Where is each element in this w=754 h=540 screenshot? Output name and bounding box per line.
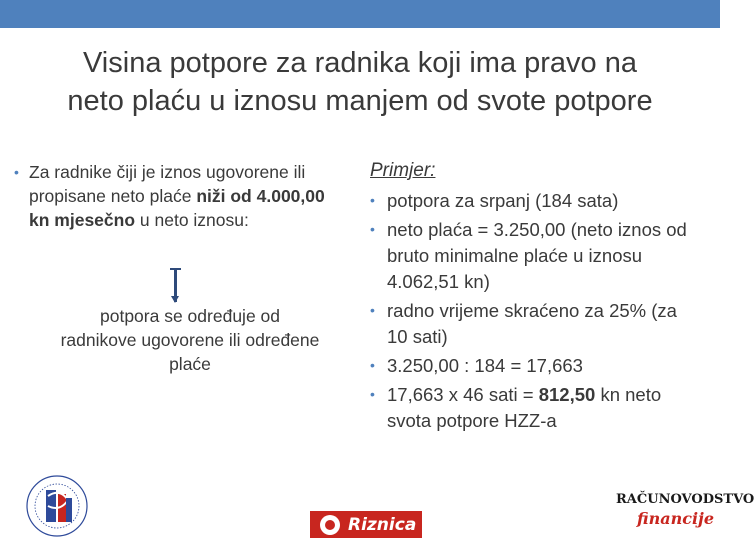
bullet-icon: •: [370, 192, 375, 208]
bullet-icon: •: [370, 302, 375, 318]
example-item: [370, 217, 700, 295]
example-heading: Primjer:: [370, 160, 436, 181]
result-calc-post: kn neto svota potpore HZZ-a: [387, 384, 662, 431]
result-text: potpora se određuje od radnikove ugovorene ili određene plaće: [60, 306, 320, 374]
riznica-emblem-icon: [320, 515, 340, 535]
example-item-text: neto plaća = 3.250,00 (neto iznos od bruto minimalne plaće u iznosu 4.062,51 kn): [387, 219, 687, 292]
financije-logo-text: financije: [636, 509, 714, 528]
top-bar: [0, 0, 720, 28]
riznica-logo: [310, 511, 422, 538]
example-item: [370, 298, 700, 350]
bullet-icon: •: [14, 164, 19, 180]
association-logo: [8, 466, 106, 540]
result-calc-pre: 17,663 x 46 sati =: [387, 384, 539, 405]
example-item-result: [370, 382, 700, 434]
bullet-icon: •: [370, 357, 375, 373]
bullet-icon: •: [370, 221, 375, 237]
example-item: [370, 188, 700, 214]
example-column: [370, 158, 700, 437]
racunovodstvo-logo: [616, 492, 754, 536]
title-line-2: neto plaću u iznosu manjem od svote potpore: [67, 85, 653, 117]
example-item-text: [387, 382, 700, 434]
example-item-text: 3.250,00 : 184 = 17,663: [387, 355, 583, 376]
example-item-text: potpora za srpanj (184 sata): [387, 190, 619, 211]
example-item-text: radno vrijeme skraćeno za 25% (za 10 sati): [387, 300, 677, 347]
condition-text-bold: niži od 4.000,00 kn mjesečno: [29, 186, 325, 230]
example-item: [370, 353, 700, 379]
bullet-icon: •: [370, 386, 375, 402]
condition-text-post: u neto iznosu:: [135, 210, 249, 230]
left-column: [14, 160, 344, 232]
slide-title: [20, 44, 700, 120]
condition-text-pre: Za radnike čiji je iznos ugovorene ili propisane neto plaće: [29, 162, 306, 206]
condition-bullet: [14, 160, 344, 232]
title-line-1: Visina potpore za radnika koji ima pravo na: [82, 47, 637, 79]
riznica-logo-text: Riznica: [348, 514, 417, 535]
down-arrow-icon: [170, 268, 182, 302]
racunovodstvo-logo-text: RAČUNOVODSTVO: [616, 492, 754, 507]
condition-text: [29, 160, 344, 232]
result-amount: 812,50: [538, 384, 596, 405]
